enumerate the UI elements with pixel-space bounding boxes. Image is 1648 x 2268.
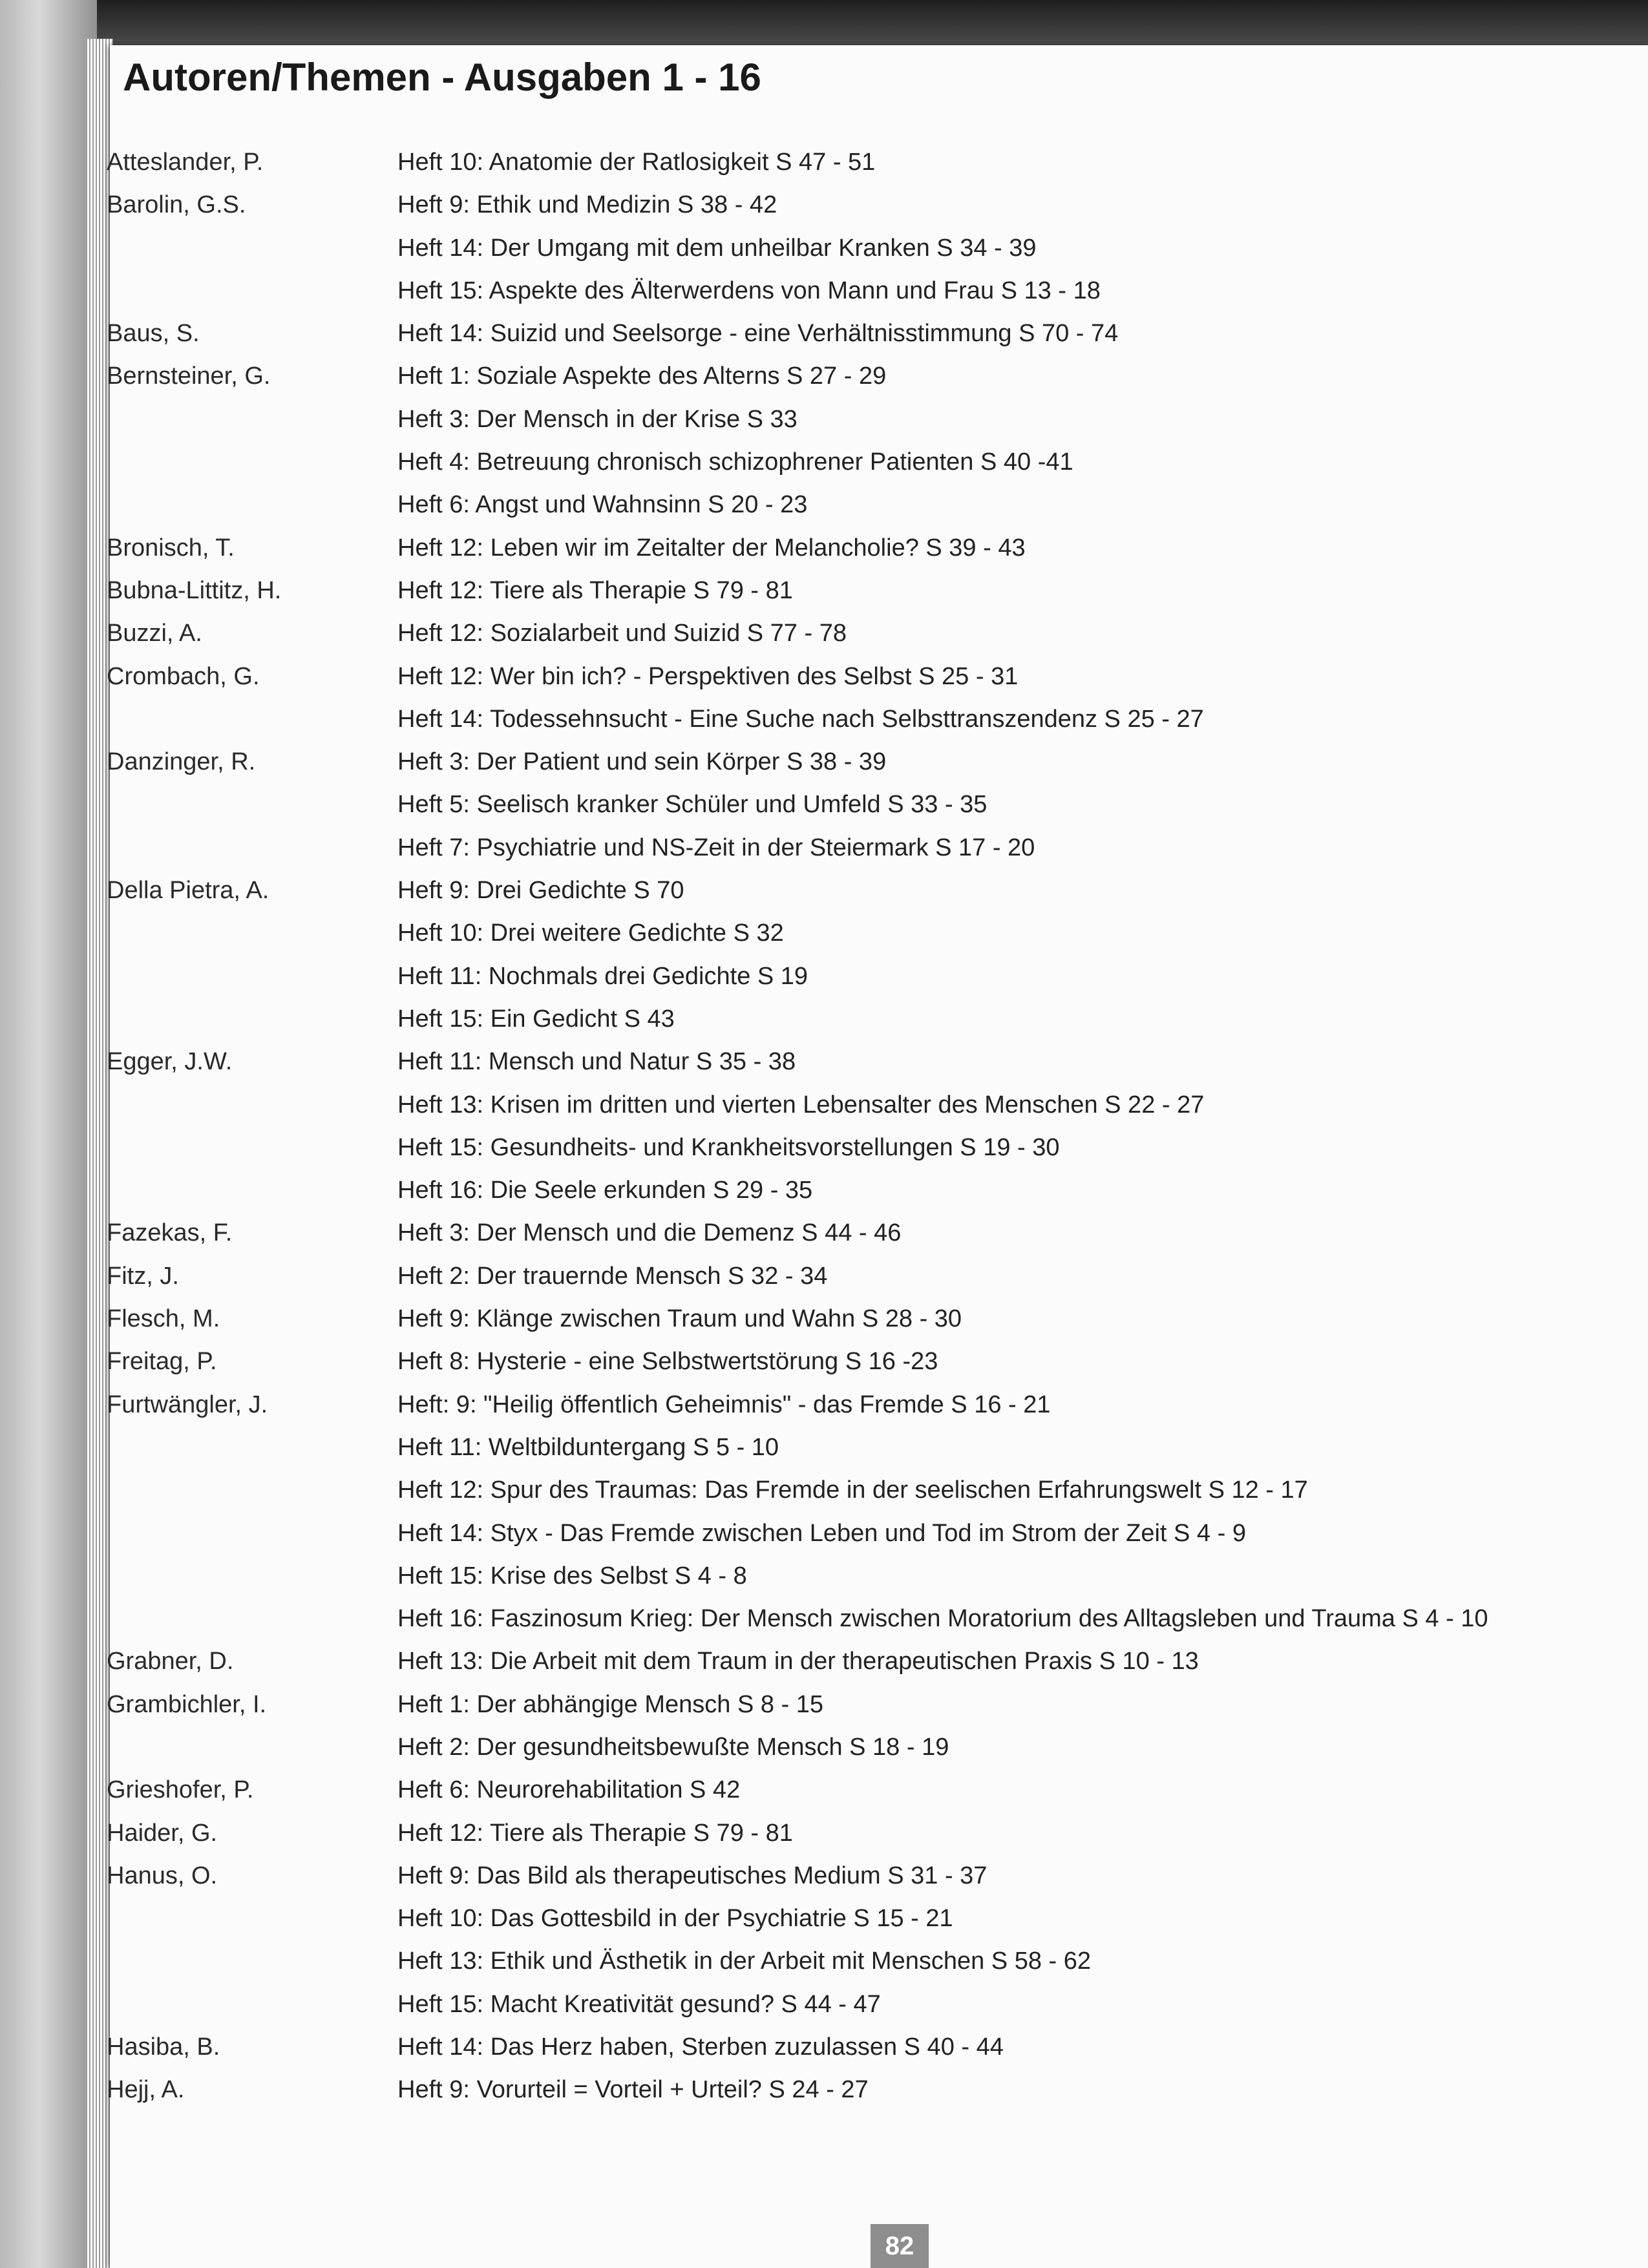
author-name: Hejj, A. (107, 2076, 185, 2104)
index-entry (107, 998, 1528, 1040)
author-name: Hasiba, B. (107, 2033, 220, 2061)
issue-reference: Heft 15: Aspekte des Älterwerdens von Mann und Frau S 13 - 18 (397, 277, 1101, 304)
index-entry (107, 869, 1528, 912)
author-name: Danzinger, R. (107, 748, 256, 776)
issue-reference: Heft 3: Der Mensch und die Demenz S 44 - 46 (397, 1219, 902, 1247)
issue-reference: Heft 10: Anatomie der Ratlosigkeit S 47 - 51 (397, 149, 876, 176)
author-name: Fazekas, F. (107, 1219, 233, 1247)
issue-reference: Heft 15: Ein Gedicht S 43 (397, 1005, 675, 1033)
author-name: Grieshofer, P. (107, 1776, 254, 1804)
issue-reference: Heft 3: Der Patient und sein Körper S 38 - 39 (397, 748, 887, 776)
author-name: Bubna-Littitz, H. (107, 576, 282, 604)
index-entry (107, 527, 1528, 569)
author-name: Haider, G. (107, 1819, 218, 1847)
issue-reference: Heft 9: Drei Gedichte S 70 (397, 877, 684, 905)
issue-reference: Heft 14: Suizid und Seelsorge - eine Verhältnisstimmung S 70 - 74 (397, 320, 1119, 348)
issue-reference: Heft 15: Krise des Selbst S 4 - 8 (397, 1562, 747, 1590)
issue-reference: Heft 16: Die Seele erkunden S 29 - 35 (397, 1177, 813, 1204)
index-entry (107, 1555, 1528, 1597)
index-entry (107, 312, 1528, 355)
index-entry (107, 1126, 1528, 1169)
issue-reference: Heft 13: Ethik und Ästhetik in der Arbeit mit Menschen S 58 - 62 (397, 1948, 1091, 1975)
issue-reference: Heft 3: Der Mensch in der Krise S 33 (397, 405, 798, 433)
issue-reference: Heft 2: Der gesundheitsbewußte Mensch S 18 - 19 (397, 1733, 949, 1761)
index-entry (107, 1597, 1528, 1640)
author-name: Bernsteiner, G. (107, 362, 271, 390)
author-name: Barolin, G.S. (107, 191, 246, 219)
author-name: Buzzi, A. (107, 620, 202, 647)
index-entry (107, 1169, 1528, 1212)
issue-reference: Heft 9: Klänge zwischen Traum und Wahn S 28 - 30 (397, 1305, 962, 1333)
issue-reference: Heft 11: Weltbilduntergang S 5 - 10 (397, 1433, 779, 1461)
issue-reference: Heft 7: Psychiatrie und NS-Zeit in der Steiermark S 17 - 20 (397, 834, 1035, 861)
author-name: Flesch, M. (107, 1305, 220, 1333)
author-name: Della Pietra, A. (107, 877, 269, 905)
author-name: Furtwängler, J. (107, 1391, 268, 1418)
author-name: Grambichler, I. (107, 1690, 267, 1718)
issue-reference: Heft 12: Tiere als Therapie S 79 - 81 (397, 576, 793, 604)
issue-reference: Heft: 9: "Heilig öffentlich Geheimnis" - das Fremde S 16 - 21 (397, 1391, 1051, 1418)
issue-reference: Heft 12: Sozialarbeit und Suizid S 77 - 78 (397, 620, 847, 647)
issue-reference: Heft 14: Der Umgang mit dem unheilbar Kranken S 34 - 39 (397, 234, 1037, 262)
index-entry (107, 184, 1528, 226)
index-entry (107, 1812, 1528, 1854)
issue-reference: Heft 6: Angst und Wahnsinn S 20 - 23 (397, 491, 808, 519)
index-entry (107, 569, 1528, 612)
issue-reference: Heft 10: Das Gottesbild in der Psychiatrie S 15 - 21 (397, 1905, 953, 1933)
author-name: Bronisch, T. (107, 534, 235, 562)
issue-reference: Heft 8: Hysterie - eine Selbstwertstörung S 16 -23 (397, 1348, 938, 1376)
index-entry (107, 1897, 1528, 1940)
index-entry (107, 1340, 1528, 1383)
issue-reference: Heft 14: Todessehnsucht - Eine Suche nach Selbsttranszendenz S 25 - 27 (397, 705, 1204, 733)
issue-reference: Heft 12: Tiere als Therapie S 79 - 81 (397, 1819, 793, 1847)
issue-reference: Heft 12: Spur des Traumas: Das Fremde in der seelischen Erfahrungswelt S 12 - 17 (397, 1476, 1308, 1504)
index-entry (107, 141, 1528, 184)
issue-reference: Heft 1: Der abhängige Mensch S 8 - 15 (397, 1690, 824, 1718)
issue-reference: Heft 1: Soziale Aspekte des Alterns S 27 - 29 (397, 362, 887, 390)
author-name: Fitz, J. (107, 1262, 179, 1290)
author-name: Egger, J.W. (107, 1048, 233, 1076)
issue-reference: Heft 5: Seelisch kranker Schüler und Umfeld S 33 - 35 (397, 791, 988, 819)
index-entry (107, 612, 1528, 655)
issue-reference: Heft 12: Wer bin ich? - Perspektiven des Selbst S 25 - 31 (397, 662, 1019, 690)
page-number: 82 (871, 2224, 929, 2268)
issue-reference: Heft 14: Das Herz haben, Sterben zuzulassen S 40 - 44 (397, 2033, 1004, 2061)
author-name: Freitag, P. (107, 1348, 217, 1376)
index-entry (107, 655, 1528, 698)
index-entry (107, 826, 1528, 869)
index-entry (107, 1940, 1528, 1982)
issue-reference: Heft 13: Krisen im dritten und vierten Lebensalter des Menschen S 22 - 27 (397, 1091, 1205, 1118)
index-entry (107, 1383, 1528, 1426)
index-entry (107, 2068, 1528, 2111)
author-name: Grabner, D. (107, 1648, 234, 1675)
issue-reference: Heft 14: Styx - Das Fremde zwischen Leben und Tod im Strom der Zeit S 4 - 9 (397, 1519, 1246, 1547)
scan-background-left (0, 0, 97, 2268)
index-entry (107, 783, 1528, 826)
issue-reference: Heft 16: Faszinosum Krieg: Der Mensch zwischen Moratorium des Alltagsleben und Trauma S 4 - 10 (397, 1605, 1488, 1633)
author-name: Baus, S. (107, 320, 200, 348)
author-name: Atteslander, P. (107, 149, 264, 176)
index-entry (107, 483, 1528, 526)
index-entry (107, 1212, 1528, 1254)
index-entry (107, 955, 1528, 998)
author-topic-index (107, 141, 1528, 2112)
index-entry (107, 1983, 1528, 2026)
issue-reference: Heft 10: Drei weitere Gedichte S 32 (397, 919, 784, 947)
issue-reference: Heft 9: Das Bild als therapeutisches Medium S 31 - 37 (397, 1862, 988, 1889)
issue-reference: Heft 12: Leben wir im Zeitalter der Melancholie? S 39 - 43 (397, 534, 1026, 562)
issue-reference: Heft 9: Vorurteil = Vorteil + Urteil? S 24 - 27 (397, 2076, 869, 2104)
index-entry (107, 1084, 1528, 1126)
index-entry (107, 1255, 1528, 1297)
issue-reference: Heft 11: Nochmals drei Gedichte S 19 (397, 962, 808, 990)
issue-reference: Heft 15: Macht Kreativität gesund? S 44 - 47 (397, 1990, 881, 2018)
issue-reference: Heft 2: Der trauernde Mensch S 32 - 34 (397, 1262, 828, 1290)
index-entry (107, 1769, 1528, 1811)
index-entry (107, 698, 1528, 740)
index-entry (107, 1040, 1528, 1083)
issue-reference: Heft 13: Die Arbeit mit dem Traum in der therapeutischen Praxis S 10 - 13 (397, 1648, 1199, 1675)
issue-reference: Heft 15: Gesundheits- und Krankheitsvorstellungen S 19 - 30 (397, 1133, 1060, 1161)
index-entry (107, 912, 1528, 954)
index-entry (107, 227, 1528, 269)
index-entry (107, 1726, 1528, 1769)
issue-reference: Heft 6: Neurorehabilitation S 42 (397, 1776, 741, 1804)
index-entry (107, 1297, 1528, 1340)
index-entry (107, 269, 1528, 312)
index-entry (107, 1426, 1528, 1469)
issue-reference: Heft 9: Ethik und Medizin S 38 - 42 (397, 191, 777, 219)
index-entry (107, 2026, 1528, 2068)
index-entry (107, 1640, 1528, 1683)
author-name: Hanus, O. (107, 1862, 218, 1889)
index-entry (107, 1683, 1528, 1726)
index-entry (107, 740, 1528, 783)
issue-reference: Heft 11: Mensch und Natur S 35 - 38 (397, 1048, 796, 1076)
index-entry (107, 398, 1528, 441)
index-entry (107, 1469, 1528, 1511)
issue-reference: Heft 4: Betreuung chronisch schizophrener Patienten S 40 -41 (397, 448, 1073, 476)
index-entry (107, 355, 1528, 397)
index-entry (107, 1512, 1528, 1555)
index-entry (107, 441, 1528, 483)
index-entry (107, 1854, 1528, 1897)
author-name: Crombach, G. (107, 662, 260, 690)
page-title: Autoren/Themen - Ausgaben 1 - 16 (123, 56, 761, 99)
